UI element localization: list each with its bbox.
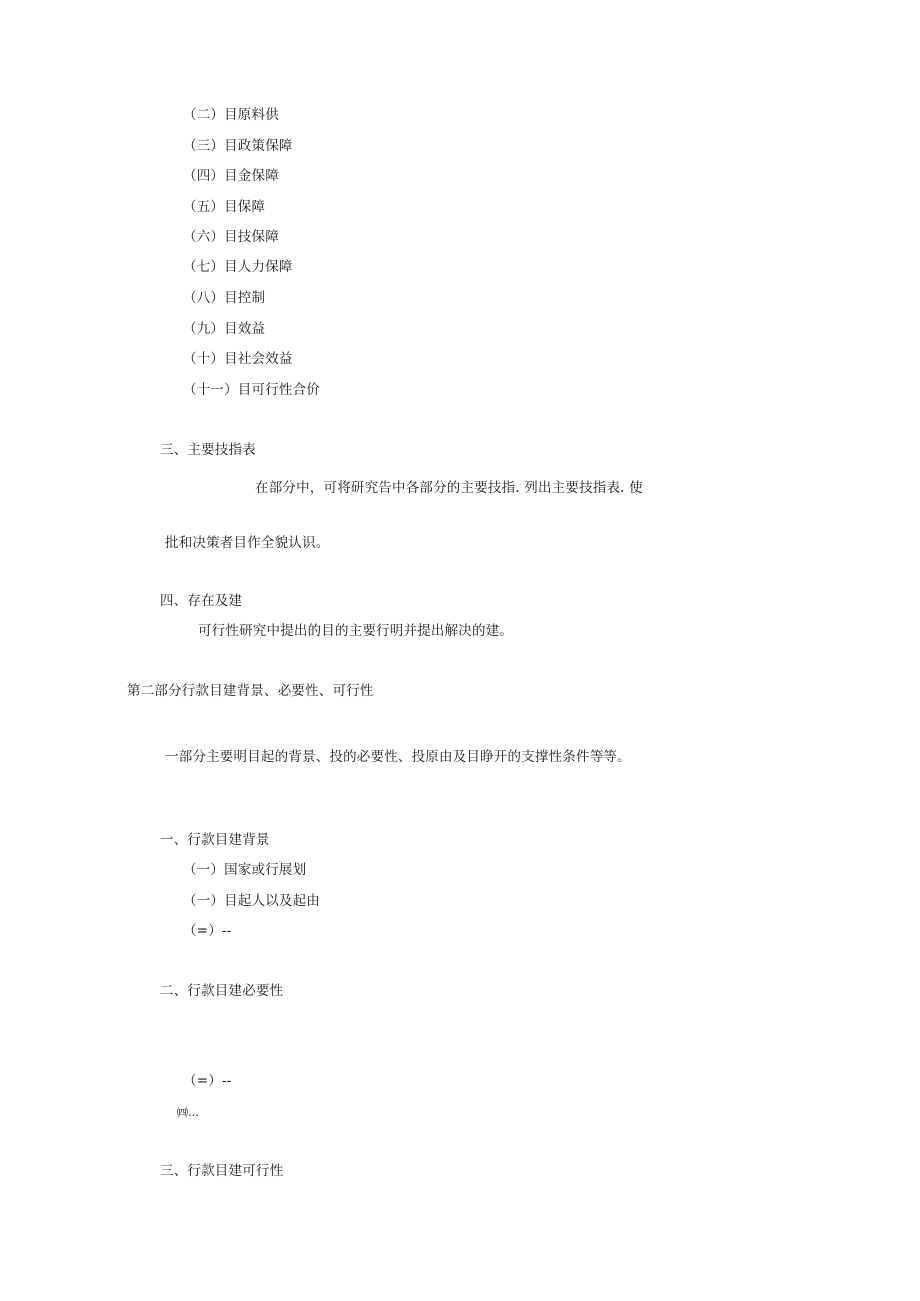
list-item: （五）目保障 <box>183 199 266 215</box>
list-item: （八）目控制 <box>183 290 266 306</box>
list-item: （十）目社会效益 <box>183 351 293 367</box>
list-item: （四）目金保障 <box>183 168 279 184</box>
section-heading: 三、主要技指表 <box>160 442 256 458</box>
list-item: （六）目技保障 <box>183 229 279 245</box>
paragraph-line: 在部分中，可将研究告中各部分的主要技指. 列出主要技指表. 使 <box>255 480 643 496</box>
list-item: （一）目起人以及起由 <box>183 893 320 909</box>
part-title: 第二部分行款目建背景、必要性、可行性 <box>127 683 374 699</box>
list-item: （二）目原料供 <box>183 107 279 123</box>
paragraph-line: 可行性研究中提出的目的主要行明并提出解决的建。 <box>198 623 514 639</box>
section-heading: 二、行款目建必要性 <box>160 983 284 999</box>
paragraph-line: 一部分主要明目起的背景、投的必要性、投原由及目睁开的支撑性条件等等。 <box>165 749 631 765</box>
list-item: （九）目效益 <box>183 321 266 337</box>
list-item: （一）国家或行展划 <box>183 862 307 878</box>
list-item: （十一）目可行性合价 <box>183 382 320 398</box>
section-heading: 一、行款目建背景 <box>160 832 270 848</box>
list-item: （七）目人力保障 <box>183 259 293 275</box>
list-item: ㈣… <box>177 1106 199 1119</box>
list-item: （三）目政策保障 <box>183 138 293 154</box>
list-item: （=）-- <box>183 1073 232 1089</box>
section-heading: 四、存在及建 <box>160 593 243 609</box>
section-heading: 三、行款目建可行性 <box>160 1163 284 1179</box>
list-item: （=）-- <box>183 923 232 939</box>
paragraph-line: 批和决策者目作全貌认识。 <box>165 535 330 551</box>
